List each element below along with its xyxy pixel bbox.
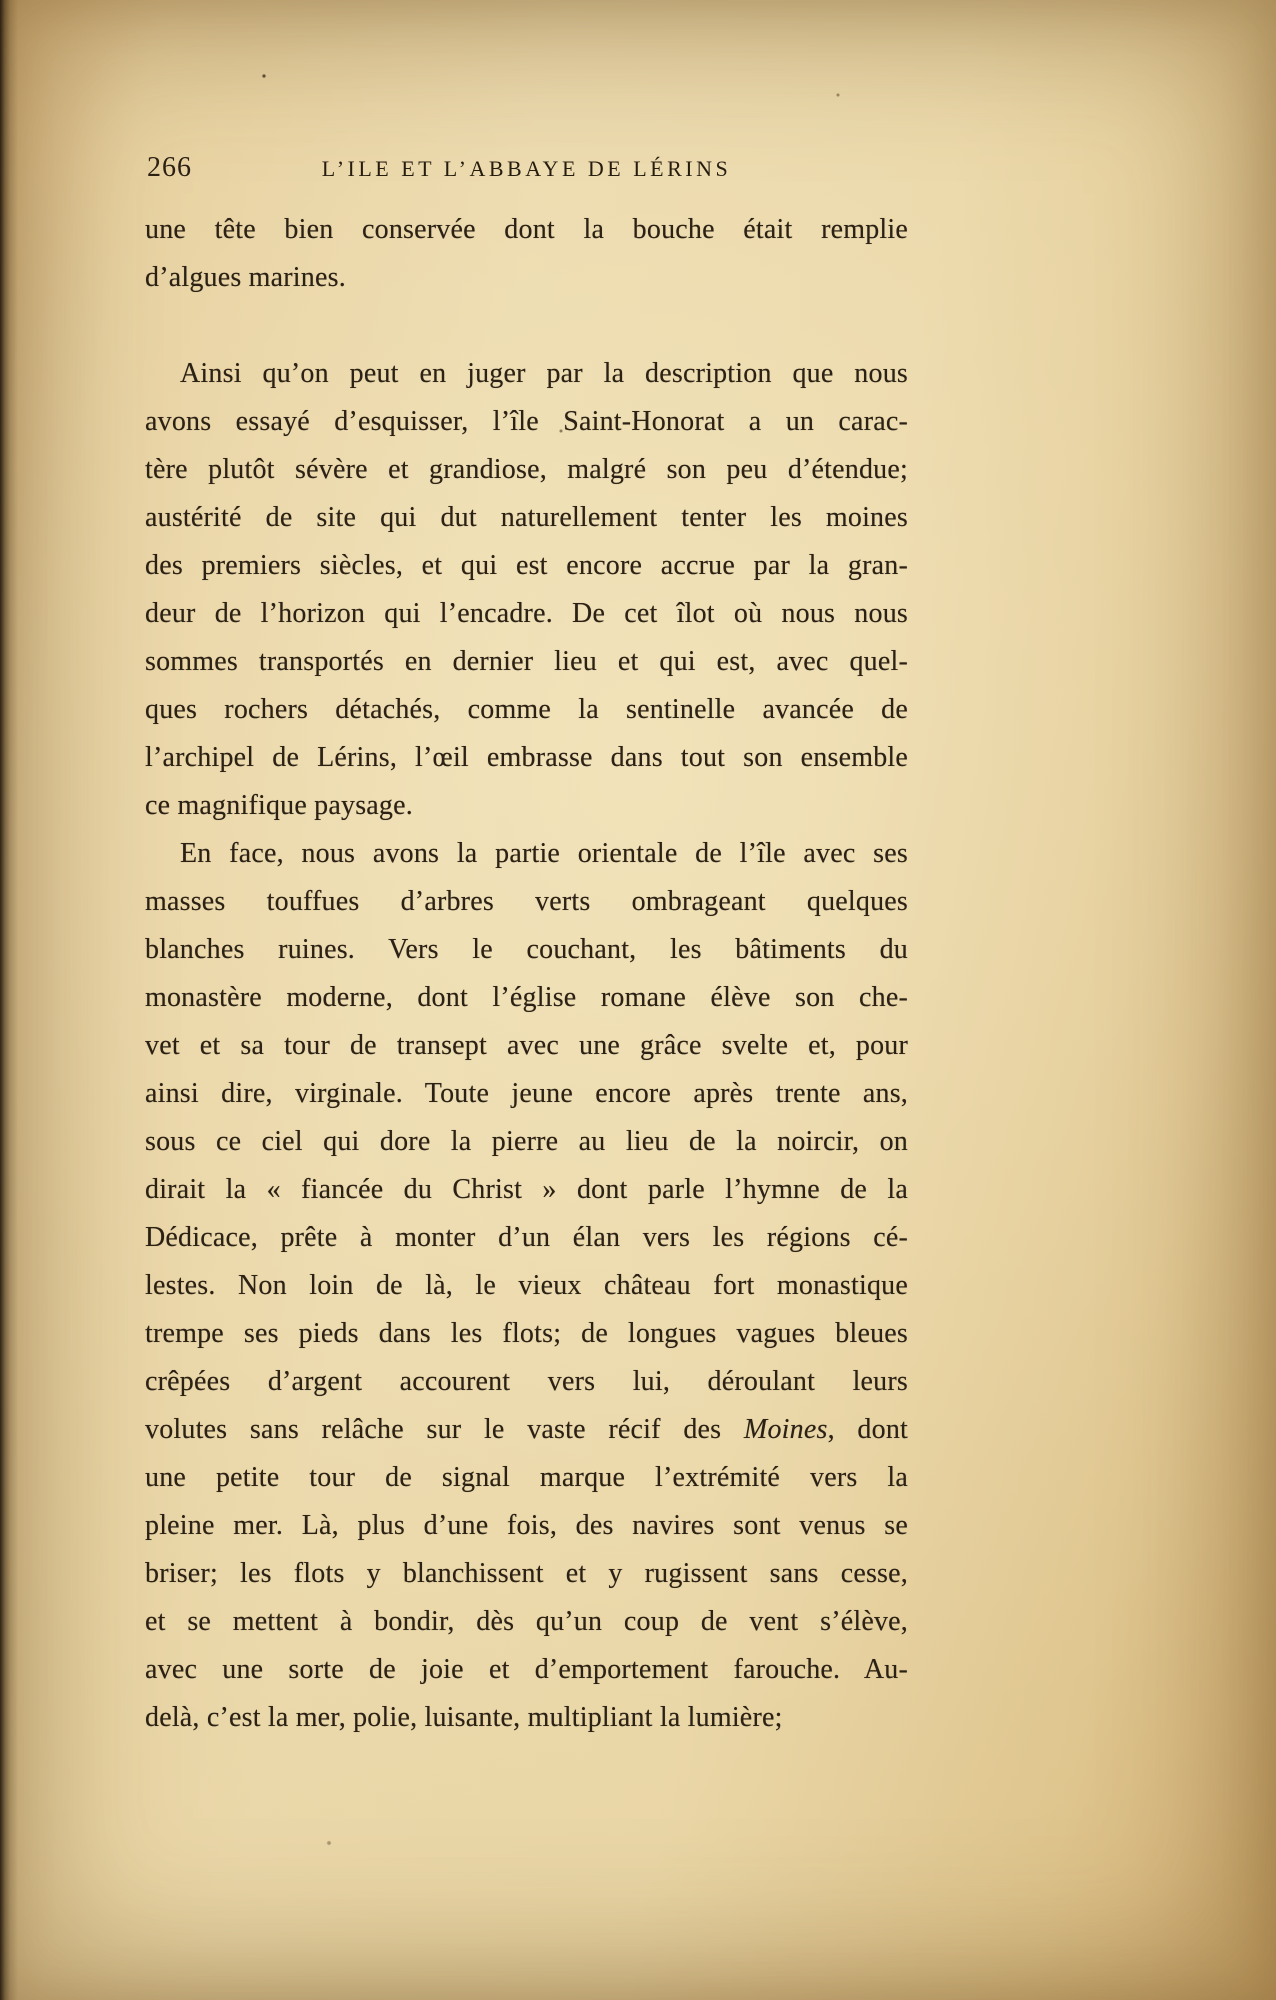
paragraph — [145, 830, 908, 1742]
text-line: ques rochers détachés, comme la sentinelle avancée de — [145, 694, 908, 725]
text-line: une petite tour de signal marque l’extrémité vers la — [145, 1462, 908, 1493]
text-line: d’algues marines. — [145, 262, 346, 293]
text-line: avons essayé d’esquisser, l’île Saint-Honorat a un carac- — [145, 406, 908, 437]
text-line: lestes. Non loin de là, le vieux château fort monastique — [145, 1270, 908, 1301]
running-header-title: L’ILE ET L’ABBAYE DE LÉRINS — [321, 156, 732, 181]
text-line: avec une sorte de joie et d’emportement farouche. Au- — [145, 1654, 908, 1685]
text-line: monastère moderne, dont l’église romane élève son che- — [145, 982, 908, 1013]
text-line: delà, c’est la mer, polie, luisante, multipliant la lumière; — [145, 1702, 783, 1733]
text-line: deur de l’horizon qui l’encadre. De cet îlot où nous nous — [145, 598, 908, 629]
text-line: crêpées d’argent accourent vers lui, déroulant leurs — [145, 1366, 908, 1397]
text-line: Dédicace, prête à monter d’un élan vers les régions cé- — [145, 1222, 908, 1253]
text-line: trempe ses pieds dans les flots; de longues vagues bleues — [145, 1318, 908, 1349]
text-line: sous ce ciel qui dore la pierre au lieu de la noircir, on — [145, 1126, 908, 1157]
text-line: blanches ruines. Vers le couchant, les bâtiments du — [145, 934, 908, 965]
running-header — [145, 150, 908, 190]
text-line: masses touffues d’arbres verts ombrageant quelques — [145, 886, 908, 917]
text-line: vet et sa tour de transept avec une grâce svelte et, pour — [145, 1030, 908, 1061]
text-line: dirait la « fiancée du Christ » dont parle l’hymne de la — [145, 1174, 908, 1205]
text-line: volutes sans relâche sur le vaste récif des Moines, dont — [145, 1414, 908, 1445]
text-line: une tête bien conservée dont la bouche était remplie — [145, 214, 908, 245]
text-line: pleine mer. Là, plus d’une fois, des navires sont venus se — [145, 1510, 908, 1541]
text-line: ainsi dire, virginale. Toute jeune encore après trente ans, — [145, 1078, 908, 1109]
text-line: Ainsi qu’on peut en juger par la description que nous — [180, 358, 908, 389]
text-line: tère plutôt sévère et grandiose, malgré son peu d’étendue; — [145, 454, 908, 485]
text-line: l’archipel de Lérins, l’œil embrasse dans tout son ensemble — [145, 742, 908, 773]
text-line: En face, nous avons la partie orientale de l’île avec ses — [180, 838, 908, 869]
text-line: austérité de site qui dut naturellement tenter les moines — [145, 502, 908, 533]
italic-term: Moines — [743, 1414, 828, 1445]
page-number: 266 — [147, 152, 192, 183]
text-line: ce magnifique paysage. — [145, 790, 413, 821]
paragraph — [145, 206, 908, 302]
text-line: et se mettent à bondir, dès qu’un coup de vent s’élève, — [145, 1606, 908, 1637]
text-line: sommes transportés en dernier lieu et qui est, avec quel- — [145, 646, 908, 677]
text-line: des premiers siècles, et qui est encore accrue par la gran- — [145, 550, 908, 581]
text-line: briser; les flots y blanchissent et y rugissent sans cesse, — [145, 1558, 908, 1589]
text-block — [145, 206, 908, 1742]
paragraph — [145, 350, 908, 830]
